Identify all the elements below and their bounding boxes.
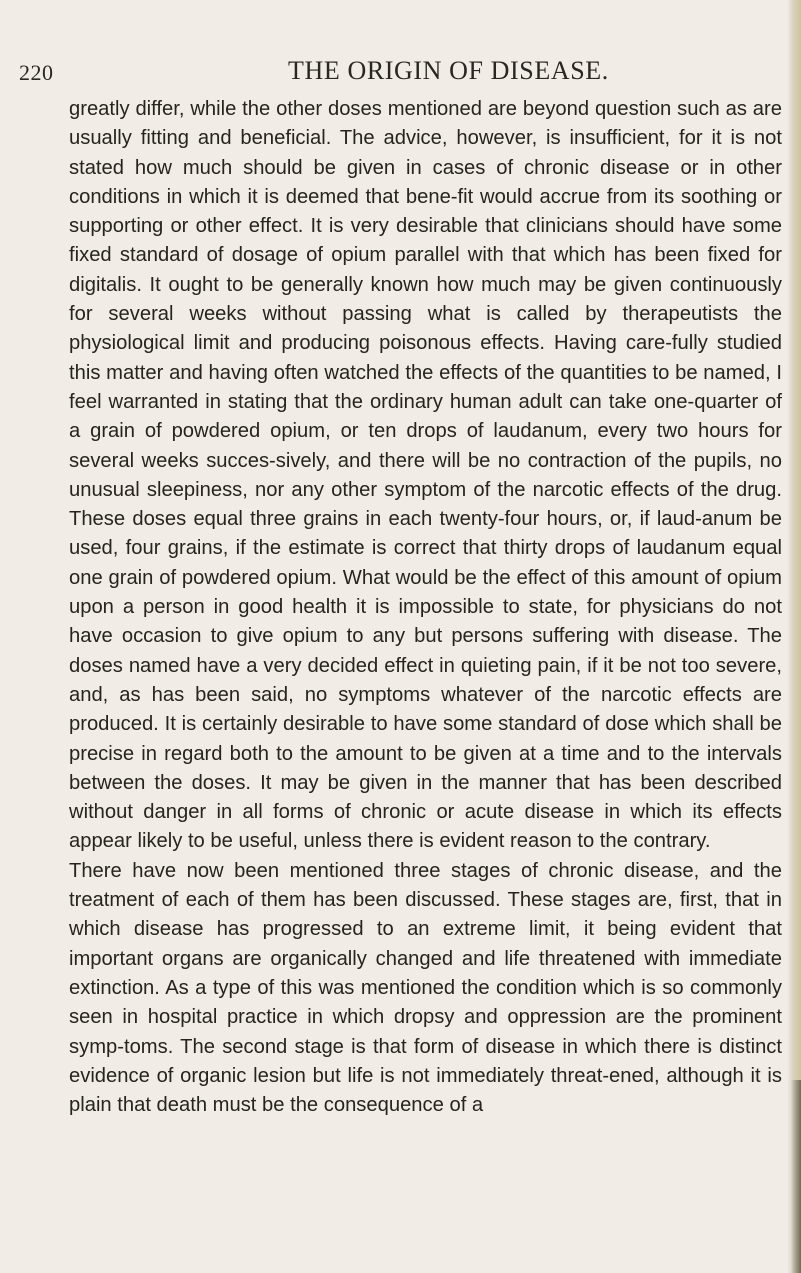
page-number: 220 bbox=[19, 60, 54, 85]
page-edge-dark-corner bbox=[791, 1080, 801, 1273]
paragraph-1: greatly differ, while the other doses mentioned are beyond question such as are usually fitting and beneficial. The advice, however, is insufficient, for it is not stated how much should be given in cases of chronic disease or in other conditions in which it is deemed that bene-fit would accrue from its soothing or supporting or other effect. It is very desirable that clinicians should have some fixed standard of dosage of opium parallel with that which has been fixed for digitalis. It ought to be generally known how much may be given continuously for several weeks without passing what is called by therapeutists the physiological limit and producing poisonous effects. Having care-fully studied this matter and having often watched the effects of the quantities to be named, I feel warranted in stating that the ordinary human adult can take one-quarter of a grain of powdered opium, or ten drops of laudanum, every two hours for several weeks succes-sively, and there will be no contraction of the pupils, no unusual sleepiness, nor any other symptom of the narcotic effects of the drug. These doses equal three grains in each twenty-four hours, or, if laud-anum be used, four grains, if the estimate is correct that thirty drops of laudanum equal one grain of powdered opium. What would be the effect of this amount of opium upon a person in good health it is impossible to state, for physicians do not have occasion to give opium to any but persons suffering with disease. The doses named have a very decided effect in quieting pain, if it be not too severe, and, as has been said, no symptoms whatever of the narcotic effects are produced. It is certainly desirable to have some standard of dose which shall be precise in regard both to the amount to be given at a time and to the intervals between the doses. It may be given in the manner that has been described without danger in all forms of chronic or acute disease in which its effects appear likely to be useful, unless there is evident reason to the contrary. bbox=[69, 98, 782, 853]
page-header bbox=[0, 56, 801, 90]
body-text bbox=[69, 95, 782, 1120]
paragraph-2: There have now been mentioned three stages of chronic disease, and the treatment of each of them has been discussed. These stages are, first, that in which disease has progressed to an extreme limit, it being evident that important organs are organically changed and life threatened with immediate extinction. As a type of this was mentioned the condition which is so commonly seen in hospital practice in which dropsy and oppression are the prominent symp-toms. The second stage is that form of disease in which there is distinct evidence of organic lesion but life is not immediately threat-ened, although it is plain that death must be the consequence of a bbox=[69, 859, 782, 1117]
running-title: THE ORIGIN OF DISEASE. bbox=[288, 56, 609, 85]
